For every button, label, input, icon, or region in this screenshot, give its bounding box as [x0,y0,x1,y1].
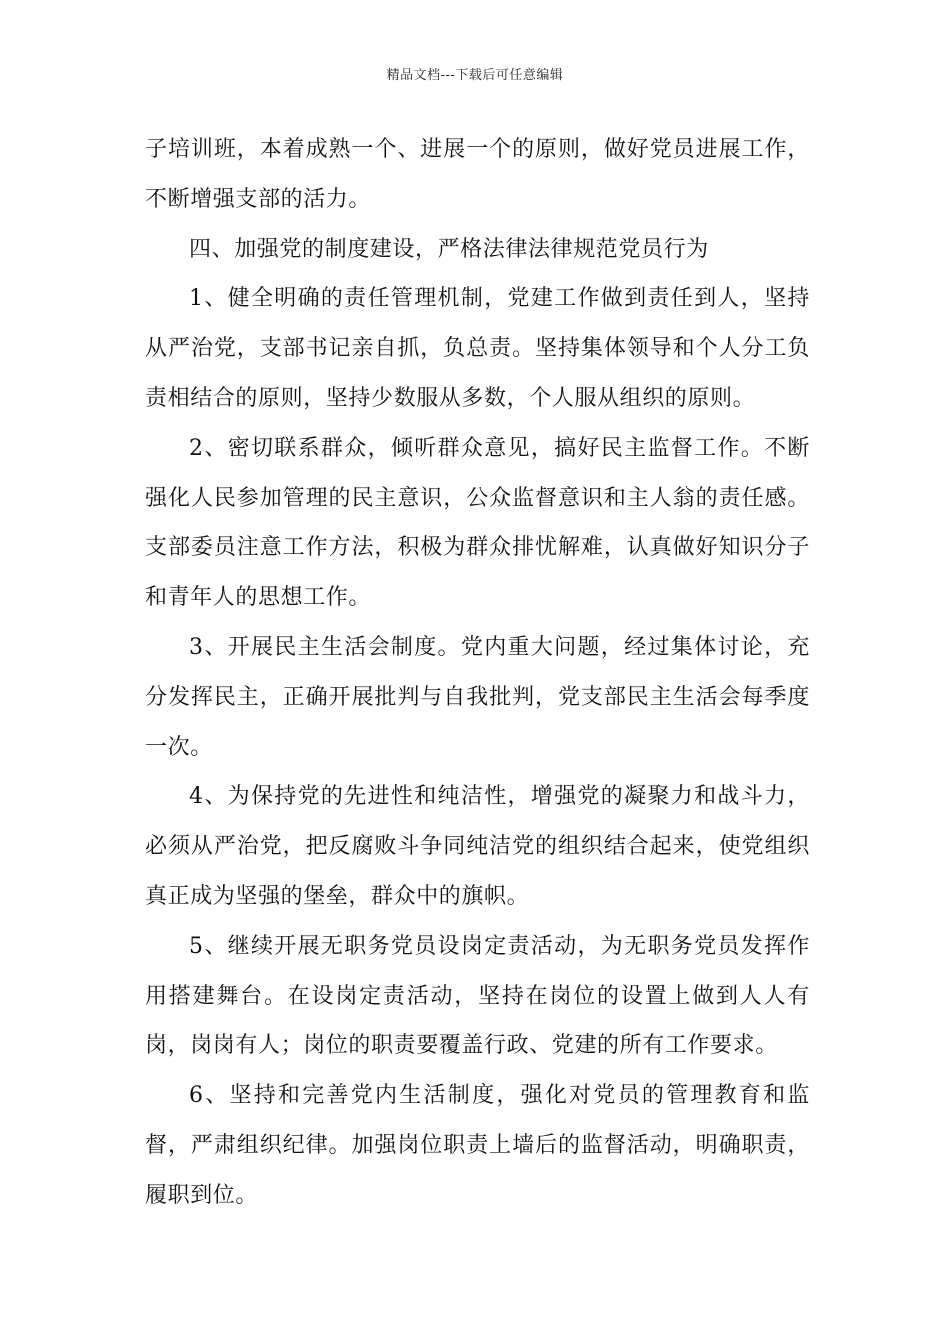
paragraph-continuation: 子培训班，本着成熟一个、进展一个的原则，做好党员进展工作，不断增强支部的活力。 [145,137,810,212]
document-body [145,125,810,1221]
paragraph-item-3: 3、开展民主生活会制度。党内重大问题，经过集体讨论，充分发挥民主，正确开展批判与自我批判，党支部民主生活会每季度一次。 [145,634,810,760]
paragraph-item-6: 6、坚持和完善党内生活制度，强化对党员的管理教育和监督，严肃组织纪律。加强岗位职责上墙后的监督活动，明确职责，履职到位。 [145,1083,810,1208]
paragraph-item-1: 1、健全明确的责任管理机制，党建工作做到责任到人，坚持从严治党，支部书记亲自抓，负总责。坚持集体领导和个人分工负责相结合的原则，坚持少数服从多数，个人服从组织的原则。 [145,286,810,411]
section-heading-four: 四、加强党的制度建设，严格法律法律规范党员行为 [189,236,709,262]
running-header: 精品文档---下载后可任意编辑 [386,68,564,83]
paragraph-item-2: 2、密切联系群众，倾听群众意见，搞好民主监督工作。不断强化人民参加管理的民主意识，公众监督意识和主人翁的责任感。支部委员注意工作方法，积极为群众排忧解难，认真做好知识分子和青年人的思想工作。 [145,435,810,611]
paragraph-item-5: 5、继续开展无职务党员设岗定责活动，为无职务党员发挥作用搭建舞台。在设岗定责活动，坚持在岗位的设置上做到人人有岗，岗岗有人；岗位的职责要覆盖行政、党建的所有工作要求。 [145,933,810,1059]
paragraph-item-4: 4、为保持党的先进性和纯洁性，增强党的凝聚力和战斗力，必须从严治党，把反腐败斗争同纯洁党的组织结合起来，使党组织真正成为坚强的堡垒，群众中的旗帜。 [145,784,810,909]
